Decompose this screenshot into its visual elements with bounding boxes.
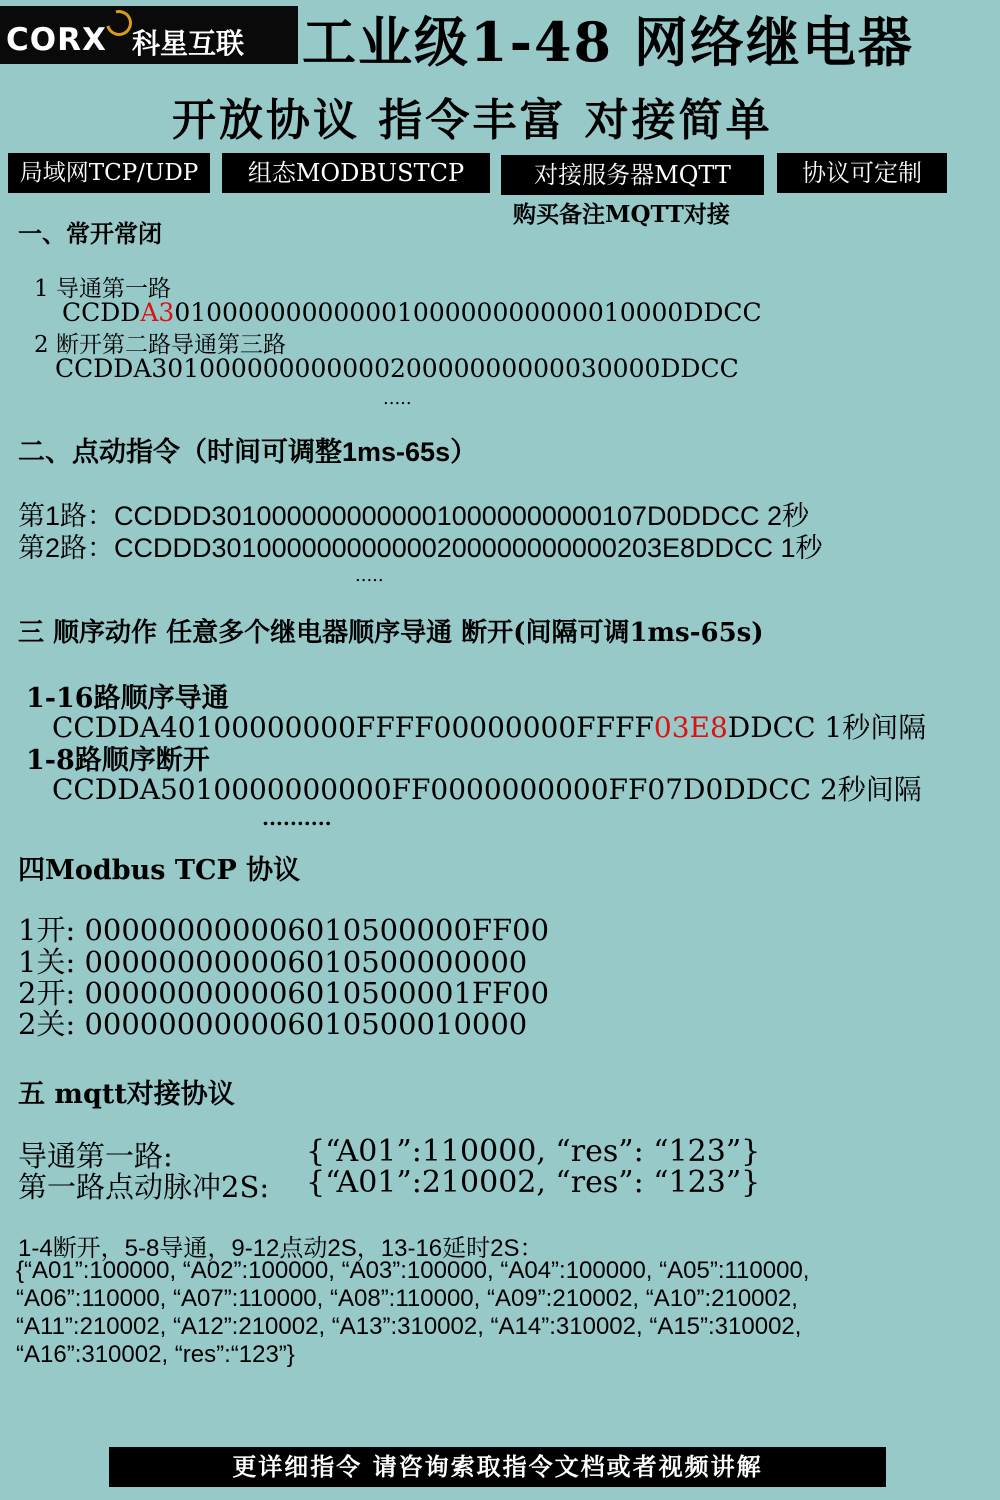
section1-item2-code: CCDDA30100000000000020000000000030000DDCC xyxy=(55,354,739,383)
code-highlight: 03E8 xyxy=(653,711,728,744)
code-part: 01000000000000100000000000010000DDCC xyxy=(174,298,762,327)
section5-heading: 五 mqtt对接协议 xyxy=(18,1079,235,1110)
section3-item2-label: 1-8路顺序断开 xyxy=(26,745,210,776)
section1-heading: 一、常开常闭 xyxy=(18,219,162,248)
section3-heading: 三 顺序动作 任意多个继电器顺序导通 断开(间隔可调1ms-65s) xyxy=(18,618,764,648)
example-line: {“A01”:100000, “A02”:100000, “A03”:100000, “A04”:100000, “A05”:110000, xyxy=(16,1257,810,1284)
tag-modbus: 组态MODBUSTCP xyxy=(222,153,490,193)
modbus-line: 2关: 000000000006010500010000 xyxy=(18,1007,528,1041)
section3-item1-label: 1-16路顺序导通 xyxy=(26,683,229,714)
heading-text: ） xyxy=(450,437,478,468)
example-line: “A06”:110000, “A07”:110000, “A08”:110000, “A09”:210002, “A10”:210002, xyxy=(16,1285,798,1312)
example-line: “A16”:310002, “res”:“123”} xyxy=(16,1341,295,1368)
modbus-line: 1开: 000000000006010500000FF00 xyxy=(18,913,550,947)
code-part: CCDDA40100000000FFFF00000000FFFF xyxy=(52,711,654,744)
example-line: “A11”:210002, “A12”:210002, “A13”:310002, “A14”:310002, “A15”:310002, xyxy=(16,1313,802,1340)
modbus-line: 2开: 000000000006010500001FF00 xyxy=(18,976,550,1010)
logo-cn-text: 科星互联 xyxy=(132,27,245,60)
logo-text: CORX xyxy=(6,22,107,58)
section2-dots: ..... xyxy=(355,565,384,586)
code-part: CCDD xyxy=(62,298,141,327)
mqtt-note: 购买备注MQTT对接 xyxy=(513,201,730,228)
mqtt-line1-code: {“A01”:110000, “res”: “123”} xyxy=(306,1134,761,1169)
section1-item2-label: 2 断开第二路导通第三路 xyxy=(34,332,286,358)
section2-line2: 第2路：CCDDD301000000000000200000000000203E8DDCC 1秒 xyxy=(18,533,823,563)
tag-mqtt: 对接服务器MQTT xyxy=(501,155,764,195)
section3-dots: .......... xyxy=(262,806,332,830)
code-part: DDCC 1秒间隔 xyxy=(727,711,927,744)
modbus-line: 1关: 000000000006010500000000 xyxy=(18,945,528,979)
heading-text: 二、点动指令（时间可调整 xyxy=(18,437,342,468)
section1-dots: ..... xyxy=(383,388,412,409)
mqtt-line2-code: {“A01”:210002, “res”: “123”} xyxy=(306,1165,761,1200)
example-intro: 1-4断开，5-8导通，9-12点动2S，13-16延时2S： xyxy=(18,1235,544,1262)
heading-range: 1ms-65s xyxy=(342,437,451,467)
section1-item1-code xyxy=(62,298,762,327)
page-title: 工业级1-48 网络继电器 xyxy=(302,10,914,74)
mqtt-line2-label: 第一路点动脉冲2S: xyxy=(18,1170,270,1204)
tag-tcp-udp: 局域网TCP/UDP xyxy=(8,153,210,193)
footer-banner: 更详细指令 请咨询索取指令文档或者视频讲解 xyxy=(109,1447,886,1487)
mqtt-line1-label: 导通第一路: xyxy=(18,1139,173,1173)
section1-item1-label: 1 导通第一路 xyxy=(34,276,171,302)
section4-heading: 四Modbus TCP 协议 xyxy=(18,855,301,886)
brand-logo xyxy=(0,6,298,64)
section3-item2-code: CCDDA5010000000000FF0000000000FF07D0DDCC 2秒间隔 xyxy=(52,773,922,806)
code-highlight: A3 xyxy=(140,298,175,327)
page-subtitle: 开放协议 指令丰富 对接简单 xyxy=(172,95,773,146)
tag-custom: 协议可定制 xyxy=(777,153,947,193)
section2-line1: 第1路：CCDDD30100000000000010000000000107D0DDCC 2秒 xyxy=(18,501,810,531)
section2-heading xyxy=(18,430,477,469)
